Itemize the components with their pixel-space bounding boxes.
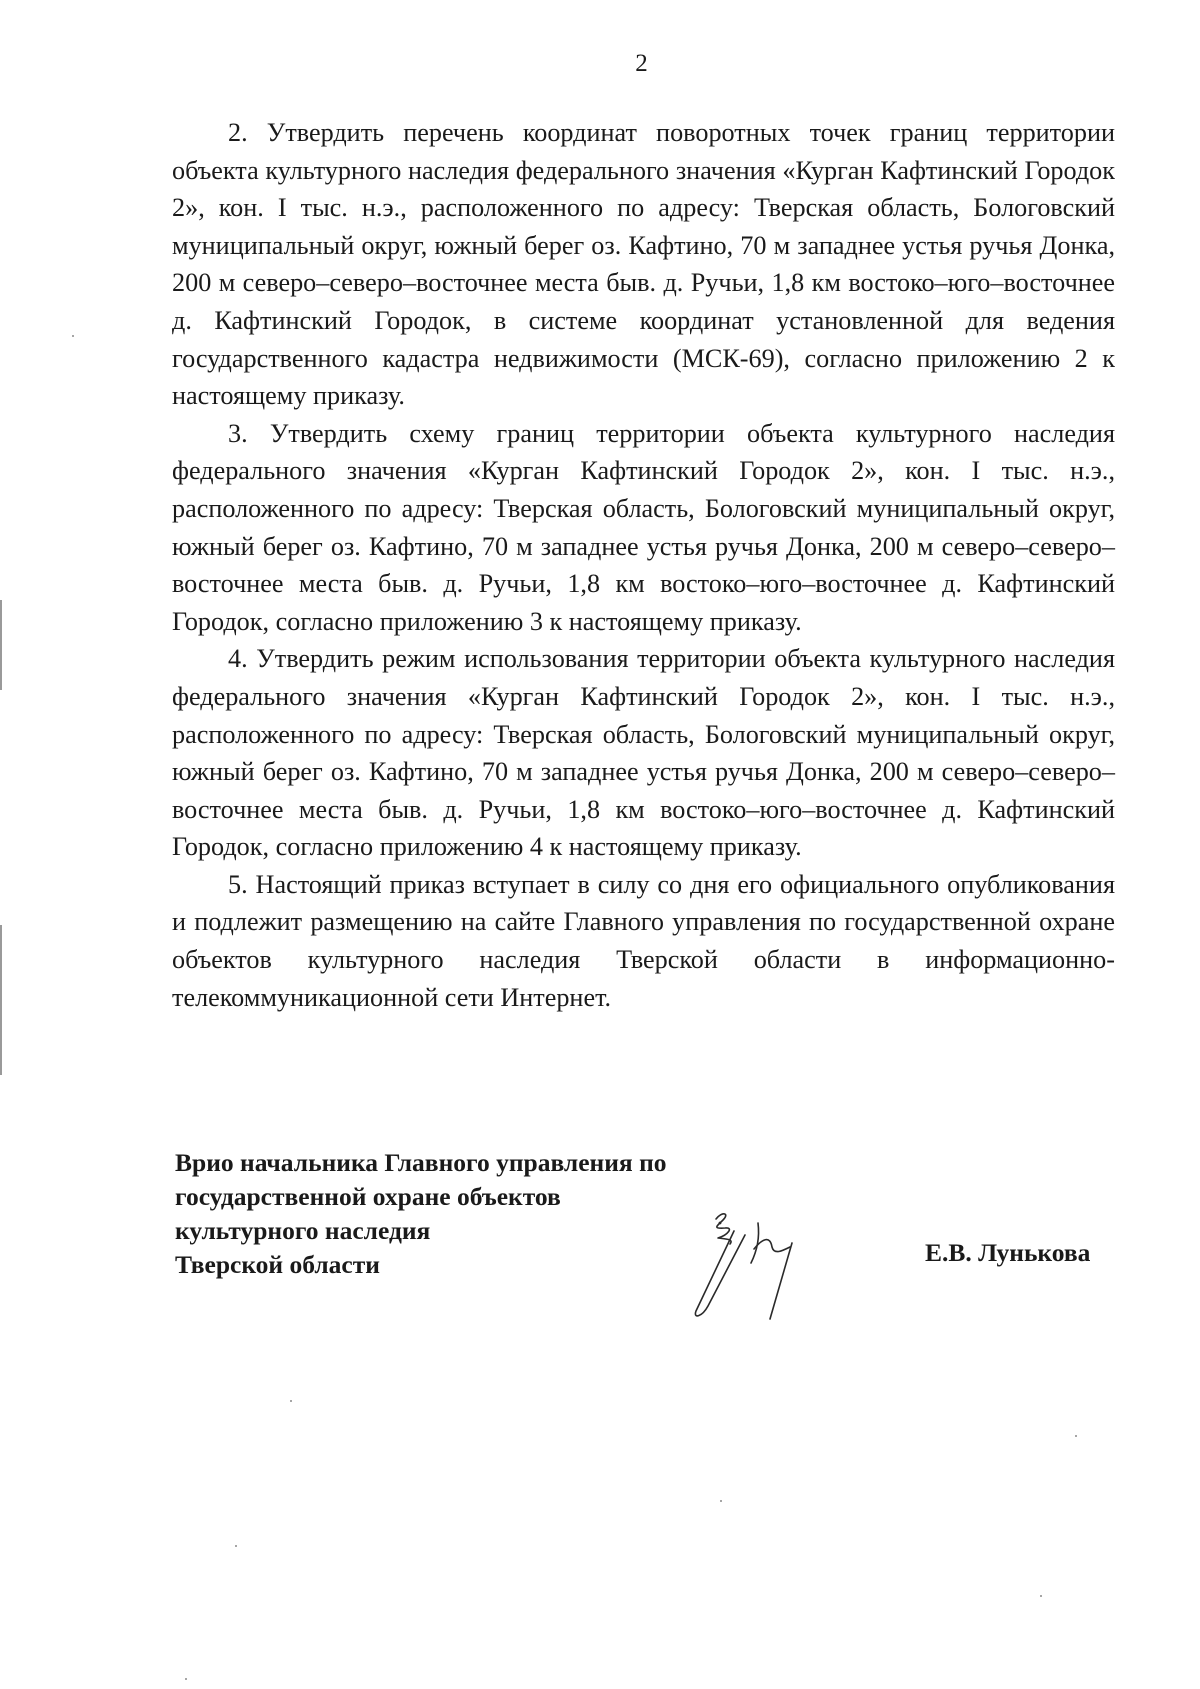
paragraph-item-3: 3. Утвердить схему границ территории объекта культурного наследия федерального значения «Курган Кафтинский Городок 2», кон. I тыс. н.э., расположенного по адресу: Тверская область, Бологовский муниципальный округ, южный берег оз. Кафтино, 70 м западнее устья ручья Донка, 200 м северо–северо–восточнее места быв. д. Ручьи, 1,8 км востоко–юго–восточнее д. Кафтинский Городок, согласно приложению 3 к настоящему приказу. bbox=[172, 418, 1115, 636]
signatory-position-line: Врио начальника Главного управления по bbox=[175, 1148, 667, 1177]
handwritten-signature bbox=[690, 1205, 870, 1325]
signatory-position-line: государственной охране объектов bbox=[175, 1182, 561, 1211]
body-text bbox=[172, 114, 1115, 1016]
scan-edge-line bbox=[0, 925, 2, 1075]
paragraph-item-4: 4. Утвердить режим использования территории объекта культурного наследия федерального значения «Курган Кафтинский Городок 2», кон. I тыс. н.э., расположенного по адресу: Тверская область, Бологовский муниципальный округ, южный берег оз. Кафтино, 70 м западнее устья ручья Донка, 200 м северо–северо–восточнее места быв. д. Ручьи, 1,8 км востоко–юго–восточнее д. Кафтинский Городок, согласно приложению 4 к настоящему приказу. bbox=[172, 644, 1115, 862]
scan-speck bbox=[1075, 1435, 1077, 1437]
scan-speck bbox=[1040, 1595, 1042, 1597]
page-number: 2 bbox=[635, 50, 648, 77]
signatory-name: Е.В. Лунькова bbox=[925, 1238, 1091, 1267]
signatory-position bbox=[175, 1146, 775, 1282]
signatory-position-line: культурного наследия bbox=[175, 1216, 431, 1245]
scan-speck bbox=[185, 1678, 187, 1680]
scan-edge-line bbox=[0, 600, 2, 690]
scan-speck bbox=[72, 335, 74, 337]
signatory-position-line: Тверской области bbox=[175, 1250, 380, 1279]
scan-speck bbox=[720, 1500, 722, 1502]
scan-speck bbox=[235, 1545, 237, 1547]
paragraph-item-2: 2. Утвердить перечень координат поворотных точек границ территории объекта культурного наследия федерального значения «Курган Кафтинский Городок 2», кон. I тыс. н.э., расположенного по адресу: Тверская область, Бологовский муниципальный округ, южный берег оз. Кафтино, 70 м западнее устья ручья Донка, 200 м северо–северо–восточнее места быв. д. Ручьи, 1,8 км востоко–юго–восточнее д. Кафтинский Городок, в системе координат установленной для ведения государственного кадастра недвижимости (МСК-69), согласно приложению 2 к настоящему приказу. bbox=[172, 118, 1115, 411]
paragraph-item-5: 5. Настоящий приказ вступает в силу со дня его официального опубликования и подлежит размещению на сайте Главного управления по государственной охране объектов культурного наследия Тверской области в информационно-телекоммуникационной сети Интернет. bbox=[172, 869, 1115, 1012]
scan-speck bbox=[290, 1400, 292, 1402]
